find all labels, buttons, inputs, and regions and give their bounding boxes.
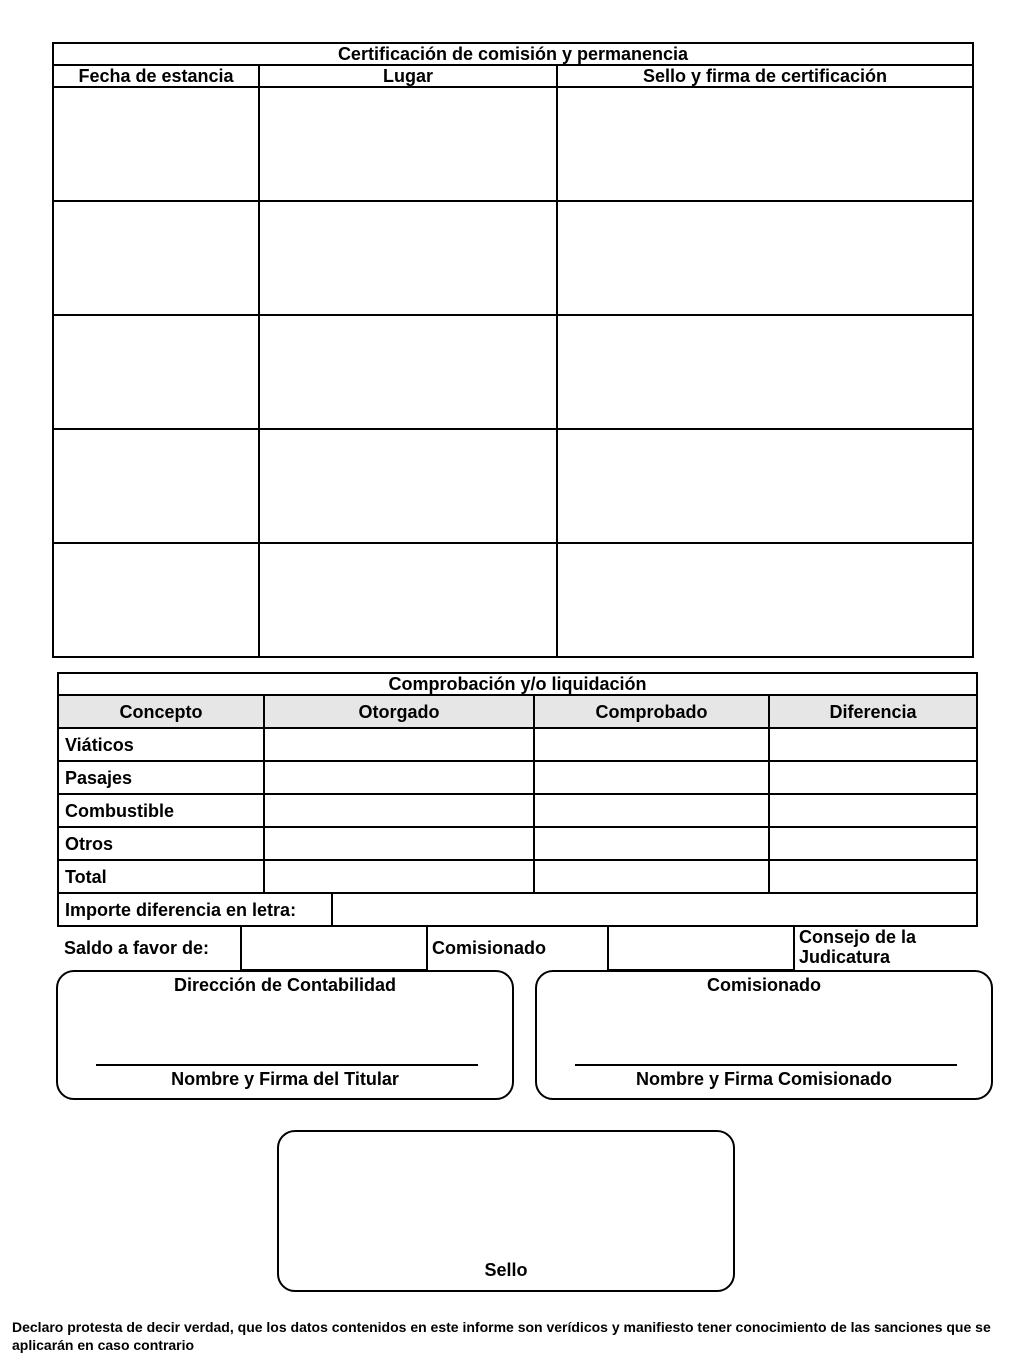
comprobacion-table	[57, 672, 978, 927]
diferencia-cell[interactable]	[769, 860, 977, 893]
saldo-label: Saldo a favor de:	[64, 938, 210, 958]
header-concepto: Concepto	[58, 695, 264, 728]
certification-table	[52, 42, 974, 658]
diferencia-cell[interactable]	[769, 761, 977, 794]
concept-label: Otros	[58, 827, 264, 860]
concept-label: Total	[58, 860, 264, 893]
table-row	[58, 827, 977, 860]
sello-cell[interactable]	[557, 201, 973, 315]
table-row	[58, 794, 977, 827]
fecha-cell[interactable]	[53, 315, 259, 429]
signature-line	[575, 1064, 957, 1066]
comprobado-cell[interactable]	[534, 860, 769, 893]
table-row	[58, 761, 977, 794]
otorgado-cell[interactable]	[264, 728, 534, 761]
sello-cell[interactable]	[557, 315, 973, 429]
header-sello-firma: Sello y firma de certificación	[557, 65, 973, 87]
header-diferencia: Diferencia	[769, 695, 977, 728]
table-row	[58, 728, 977, 761]
header-fecha-estancia: Fecha de estancia	[53, 65, 259, 87]
header-lugar: Lugar	[259, 65, 557, 87]
certification-title: Certificación de comisión y permanencia	[53, 43, 973, 65]
table-row	[58, 860, 977, 893]
otorgado-cell[interactable]	[264, 794, 534, 827]
table-row	[53, 429, 973, 543]
seal-caption: Sello	[484, 1260, 528, 1280]
seal-box[interactable]	[277, 1130, 735, 1292]
sello-cell[interactable]	[557, 429, 973, 543]
fecha-cell[interactable]	[53, 201, 259, 315]
comprobado-cell[interactable]	[534, 728, 769, 761]
fecha-cell[interactable]	[53, 87, 259, 201]
sello-cell[interactable]	[557, 543, 973, 657]
signature-box-comisionado	[535, 970, 993, 1100]
concept-label: Combustible	[58, 794, 264, 827]
importe-field[interactable]	[332, 893, 977, 926]
declaration-text: Declaro protesta de decir verdad, que los datos contenidos en este informe son verídicos y manifiesto tener conocimiento de las sanciones que se aplicarán en caso contrario	[12, 1319, 991, 1353]
diferencia-cell[interactable]	[769, 728, 977, 761]
otorgado-cell[interactable]	[264, 761, 534, 794]
header-comprobado: Comprobado	[534, 695, 769, 728]
saldo-comisionado-checkbox[interactable]	[240, 925, 428, 971]
fecha-cell[interactable]	[53, 543, 259, 657]
signature-caption: Nombre y Firma Comisionado	[635, 1069, 893, 1089]
comprobado-cell[interactable]	[534, 827, 769, 860]
concept-label: Viáticos	[58, 728, 264, 761]
table-row	[53, 315, 973, 429]
comprobado-cell[interactable]	[534, 794, 769, 827]
signature-title: Comisionado	[706, 975, 821, 995]
signature-line	[96, 1064, 478, 1066]
sello-cell[interactable]	[557, 87, 973, 201]
importe-label: Importe diferencia en letra:	[58, 893, 332, 926]
otorgado-cell[interactable]	[264, 827, 534, 860]
header-otorgado: Otorgado	[264, 695, 534, 728]
lugar-cell[interactable]	[259, 429, 557, 543]
saldo-consejo-checkbox[interactable]	[607, 925, 795, 971]
lugar-cell[interactable]	[259, 315, 557, 429]
table-row	[53, 201, 973, 315]
signature-caption: Nombre y Firma del Titular	[171, 1069, 399, 1089]
signature-box-contabilidad	[56, 970, 514, 1100]
concept-label: Pasajes	[58, 761, 264, 794]
comprobado-cell[interactable]	[534, 761, 769, 794]
saldo-comisionado-label: Comisionado	[432, 938, 547, 958]
comprobacion-title: Comprobación y/o liquidación	[58, 673, 977, 695]
table-row	[53, 543, 973, 657]
diferencia-cell[interactable]	[769, 794, 977, 827]
lugar-cell[interactable]	[259, 543, 557, 657]
saldo-consejo-label: Consejo de la Judicatura	[799, 927, 917, 967]
diferencia-cell[interactable]	[769, 827, 977, 860]
lugar-cell[interactable]	[259, 87, 557, 201]
otorgado-cell[interactable]	[264, 860, 534, 893]
fecha-cell[interactable]	[53, 429, 259, 543]
signature-title: Dirección de Contabilidad	[173, 975, 397, 995]
lugar-cell[interactable]	[259, 201, 557, 315]
table-row	[53, 87, 973, 201]
